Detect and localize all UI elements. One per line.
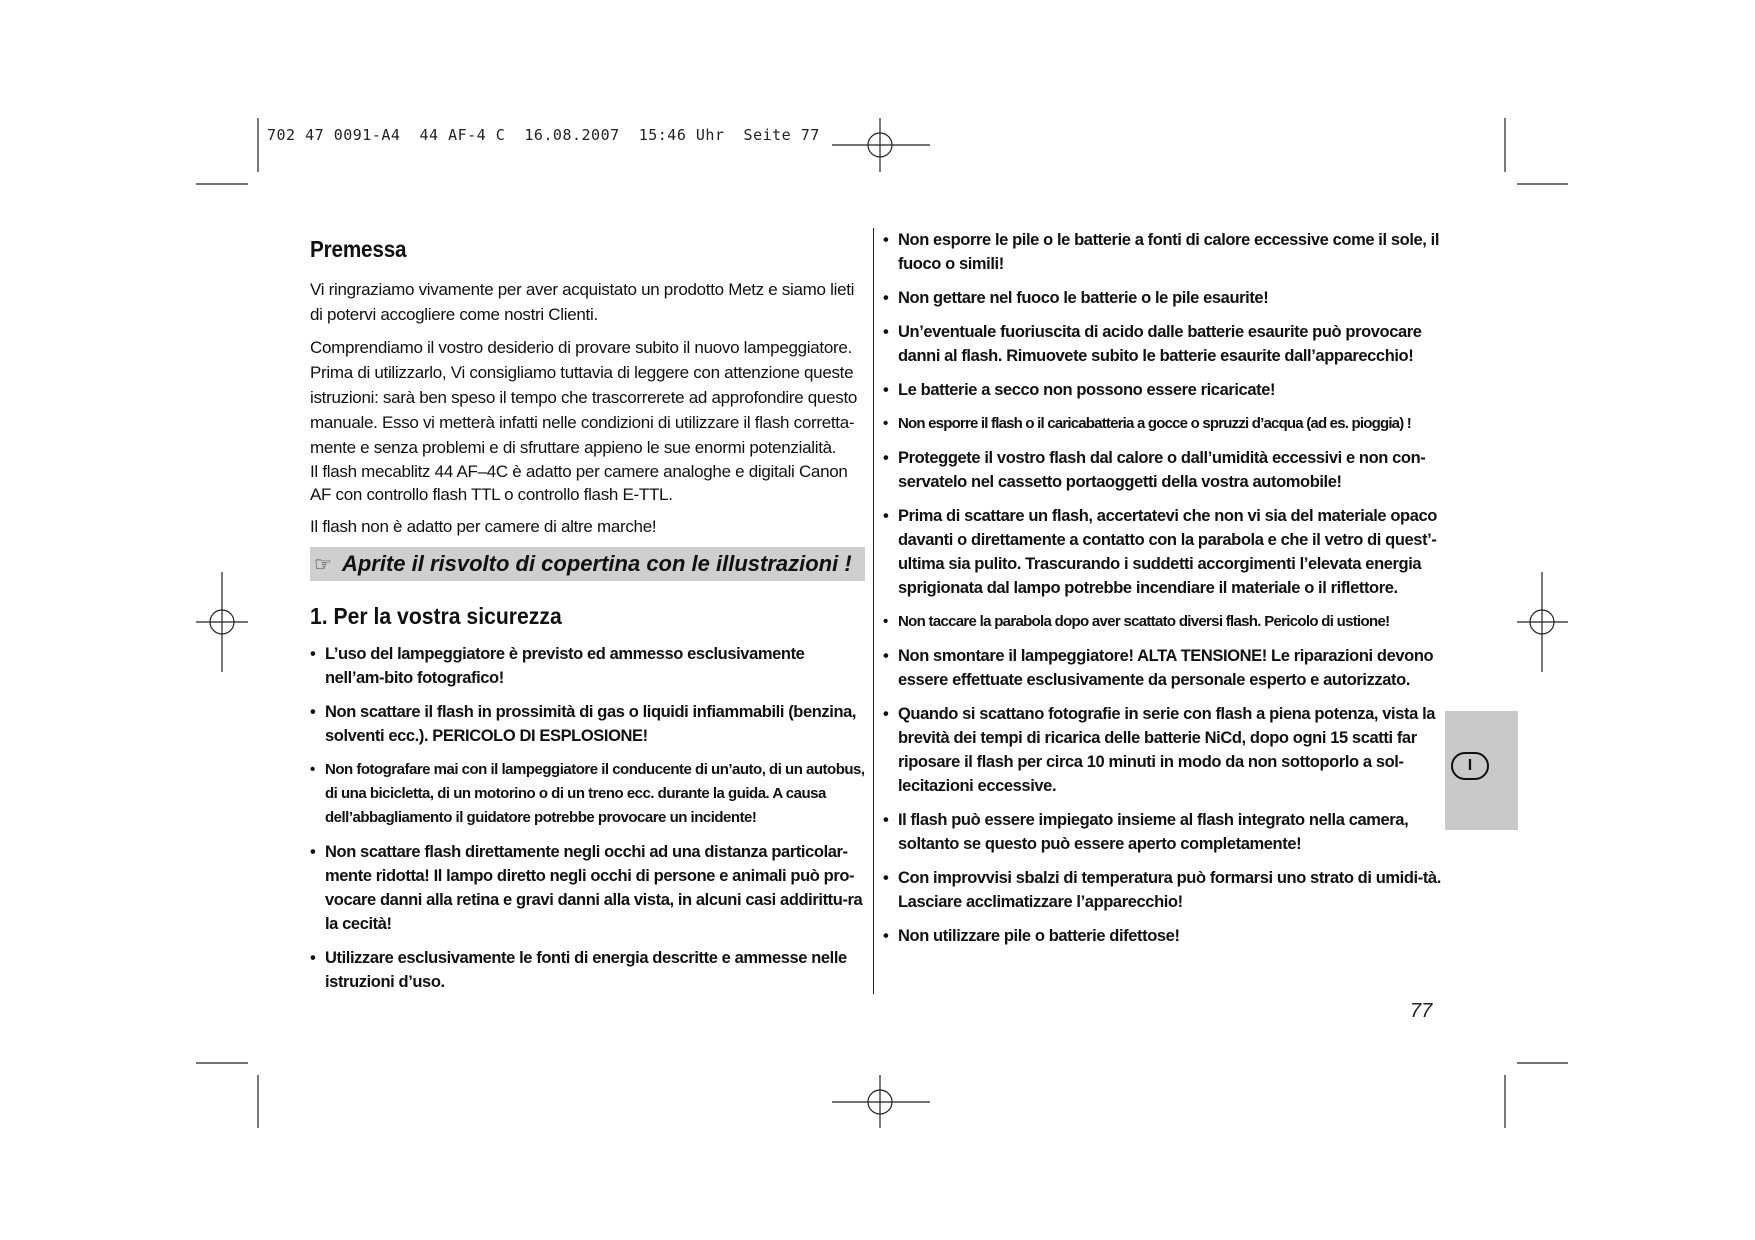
intro-paragraph-2: Comprendiamo il vostro desiderio di provare subito il nuovo lampeggiatore. Prima di utilizzarlo, Vi consigliamo tuttavia di leggere con attenzione queste istruzioni: sarà ben speso il tempo che trascorrerete ad approfondire questo manuale. Esso vi metterà infatti nelle condizioni di utilizzare il flash corretta-mente e senza problemi e di sfruttare appieno le sue enormi potenzialità. <box>310 338 858 457</box>
right-column <box>883 228 1443 958</box>
list-item: • Utilizzare esclusivamente le fonti di energia descritte e ammesse nelle istruzioni d’uso. <box>310 946 865 994</box>
page-number: 77 <box>1410 1000 1433 1022</box>
intro-paragraph-1: Vi ringraziamo vivamente per aver acquistato un prodotto Metz e siamo lieti di potervi accogliere come nostri Clienti. <box>310 280 855 324</box>
page-title: Premessa <box>310 236 407 262</box>
intro-paragraph-3: Il flash mecablitz 44 AF–4C è adatto per camere analoghe e digitali Canon AF con controllo flash TTL o controllo flash E-TTL. <box>310 462 848 504</box>
list-item: • Un’eventuale fuoriuscita di acido dalle batterie esaurite può provocare danni al flash. Rimuovete subito le batterie esaurite dall’apparecchio! <box>883 320 1443 368</box>
left-column <box>310 228 865 1004</box>
print-slug-line: 702 47 0091-A4 44 AF-4 C 16.08.2007 15:46 Uhr Seite 77 <box>267 126 820 144</box>
list-item: • Non smontare il lampeggiatore! ALTA TENSIONE! Le riparazioni devono essere effettuate esclusivamente da personale esperto e autorizzato. <box>883 644 1443 692</box>
list-item: • Non taccare la parabola dopo aver scattato diversi flash. Pericolo di ustione! <box>883 610 1443 634</box>
column-divider <box>873 228 874 994</box>
list-item: • Non scattare flash direttamente negli occhi ad una distanza particolar-mente ridotta! Il lampo diretto negli occhi di persone e animali può pro-vocare danni alla retina e gravi danni alla vista, in alcuni casi addirittu-ra la cecità! <box>310 840 865 936</box>
list-item: • L’uso del lampeggiatore è previsto ed ammesso esclusivamente nell’am-bito fotografico! <box>310 642 865 690</box>
list-item: • Non utilizzare pile o batterie difettose! <box>883 924 1443 948</box>
list-item: • Quando si scattano fotografie in serie con flash a piena potenza, vista la brevità dei tempi di ricarica delle batterie NiCd, dopo ogni 15 scatti far riposare il flash per circa 10 minuti in modo da non sottoporlo a sol-lecitazioni eccessive. <box>883 702 1443 798</box>
banner-text: Aprite il risvolto di copertina con le illustrazioni ! <box>341 551 852 576</box>
list-item: • Non gettare nel fuoco le batterie o le pile esaurite! <box>883 286 1443 310</box>
list-item: • Non fotografare mai con il lampeggiatore il conducente di un’auto, di un autobus, di una bicicletta, di un motorino o di un treno ecc. durante la guida. A causa dell’abbagliamento il guidatore potrebbe provocare un incidente! <box>310 758 865 830</box>
list-item: • Proteggete il vostro flash dal calore o dall’umidità eccessivi e non con-servatelo nel cassetto portaoggetti della vostra automobile! <box>883 446 1443 494</box>
cover-flap-banner <box>310 547 865 581</box>
list-item: • Non esporre il flash o il caricabatteria a gocce o spruzzi d’acqua (ad es. pioggia) ! <box>883 412 1443 436</box>
list-item: • Le batterie a secco non possono essere ricaricate! <box>883 378 1443 402</box>
language-badge: I <box>1451 752 1489 780</box>
intro-paragraph-4: Il flash non è adatto per camere di altre marche! <box>310 517 657 536</box>
list-item: • Prima di scattare un flash, accertatevi che non vi sia del materiale opaco davanti o direttamente a contatto con la parabola e che il vetro di quest’-ultima sia pulito. Trascurando i suddetti accorgimenti l’elevata energia sprigionata dal lampo potrebbe incendiare il materiale o il riflettore. <box>883 504 1443 600</box>
safety-section-title: 1. Per la vostra sicurezza <box>310 603 562 629</box>
safety-list-right <box>883 228 1443 948</box>
safety-list-left <box>310 642 865 994</box>
list-item: • Non scattare il flash in prossimità di gas o liquidi infiammabili (benzina, solventi ecc.). PERICOLO DI ESPLOSIONE! <box>310 700 865 748</box>
list-item: • Con improvvisi sbalzi di temperatura può formarsi uno strato di umidi-tà. Lasciare acclimatizzare l’apparecchio! <box>883 866 1443 914</box>
list-item: • Il flash può essere impiegato insieme al flash integrato nella camera, soltanto se questo può essere aperto completamente! <box>883 808 1443 856</box>
list-item: • Non esporre le pile o le batterie a fonti di calore eccessive come il sole, il fuoco o simili! <box>883 228 1443 276</box>
pointing-hand-icon: ☞ <box>314 553 332 576</box>
